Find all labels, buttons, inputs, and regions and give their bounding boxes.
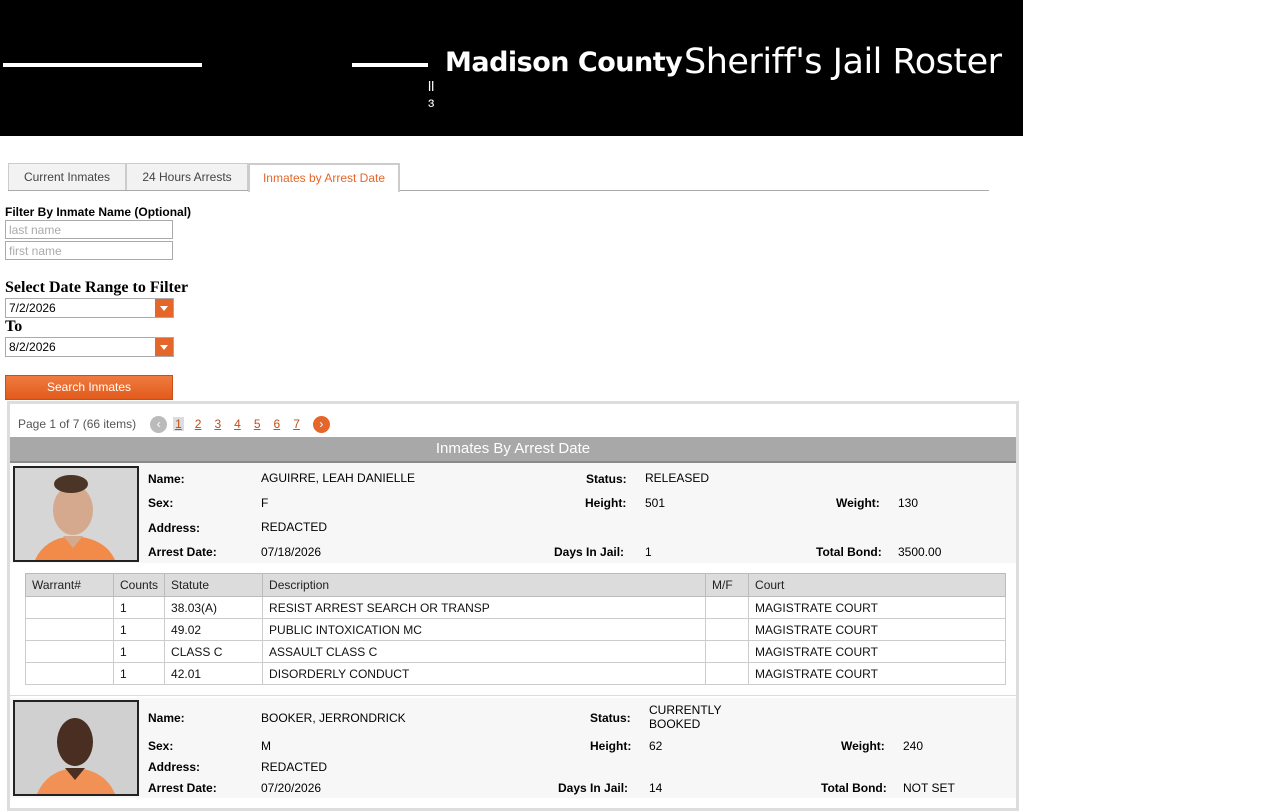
address-label: Address: (148, 760, 201, 774)
cell-court: MAGISTRATE COURT (749, 641, 1006, 663)
chevron-down-icon[interactable] (155, 338, 173, 356)
from-date-value: 7/2/2026 (9, 301, 56, 315)
chevron-down-icon[interactable] (155, 299, 173, 317)
person-photo-icon (15, 702, 137, 794)
cell-mf (706, 641, 749, 663)
table-row (26, 663, 1006, 685)
inmate-grid (7, 401, 1019, 811)
days-in-jail-label: Days In Jail: (554, 545, 625, 559)
page-link-6[interactable]: 6 (273, 417, 281, 431)
inmate-status: RELEASED (645, 471, 710, 485)
cell-court: MAGISTRATE COURT (749, 663, 1006, 685)
charges-table (25, 573, 1006, 685)
page-link-1[interactable]: 1 (175, 417, 182, 431)
roster-title: Sheriff's Jail Roster (684, 42, 1002, 82)
inmate-arrest-date: 07/20/2026 (261, 781, 322, 795)
table-row (26, 597, 1006, 619)
name-label: Name: (148, 472, 185, 486)
cell-court: MAGISTRATE COURT (749, 619, 1006, 641)
page-link-4[interactable]: 4 (234, 417, 241, 431)
cell-description: RESIST ARREST SEARCH OR TRANSP (263, 597, 706, 619)
cell-court: MAGISTRATE COURT (749, 597, 1006, 619)
cell-statute: 38.03(A) (165, 597, 263, 619)
cell-description: ASSAULT CLASS C (263, 641, 706, 663)
inmate-photo (13, 466, 139, 562)
cell-description: DISORDERLY CONDUCT (263, 663, 706, 685)
sex-label: Sex: (148, 496, 174, 510)
header-banner (0, 0, 1023, 136)
person-photo-icon (15, 468, 137, 560)
cell-counts: 1 (114, 597, 165, 619)
page-link-3[interactable]: 3 (214, 417, 222, 431)
col-statute: Statute (165, 574, 263, 597)
arrest-date-label: Arrest Date: (148, 781, 217, 795)
total-bond-label: Total Bond: (816, 545, 882, 559)
inmate-name: AGUIRRE, LEAH DANIELLE (261, 471, 416, 485)
cell-counts: 1 (114, 641, 165, 663)
cell-warrant (26, 619, 114, 641)
cell-mf (706, 597, 749, 619)
inmate-address: REDACTED (261, 520, 328, 534)
col-mf: M/F (706, 574, 749, 597)
grid-title: Inmates By Arrest Date (10, 437, 1016, 463)
cell-counts: 1 (114, 663, 165, 685)
cell-warrant (26, 663, 114, 685)
inmate-arrest-date: 07/18/2026 (261, 545, 322, 559)
inmate-photo (13, 700, 139, 796)
inmate-sex: M (261, 739, 271, 753)
cell-statute: CLASS C (165, 641, 263, 663)
inmate-total-bond: NOT SET (903, 781, 955, 795)
county-title: Madison County (445, 47, 683, 78)
arrest-date-label: Arrest Date: (148, 545, 217, 559)
total-bond-label: Total Bond: (821, 781, 887, 795)
pager-info: Page 1 of 7 (66 items) (18, 417, 137, 431)
inmate-record (10, 698, 1016, 798)
table-row (26, 641, 1006, 663)
inmate-total-bond: 3500.00 (898, 545, 942, 559)
date-range-label: Select Date Range to Filter (5, 279, 189, 296)
cell-mf (706, 663, 749, 685)
cell-description: PUBLIC INTOXICATION MC (263, 619, 706, 641)
table-row (26, 619, 1006, 641)
cell-warrant (26, 597, 114, 619)
inmate-record (10, 463, 1016, 563)
inmate-sex: F (261, 496, 269, 510)
cell-counts: 1 (114, 619, 165, 641)
from-date-picker[interactable] (5, 298, 174, 318)
inmate-weight: 240 (903, 739, 924, 753)
address-label: Address: (148, 521, 201, 535)
cell-mf (706, 619, 749, 641)
to-date-value: 8/2/2026 (9, 340, 56, 354)
col-warrant: Warrant# (26, 574, 114, 597)
cell-statute: 42.01 (165, 663, 263, 685)
search-inmates-button[interactable]: Search Inmates (5, 375, 173, 400)
charges-header-row (26, 574, 1006, 597)
weight-label: Weight: (841, 739, 885, 753)
pager (18, 414, 336, 434)
to-date-picker[interactable] (5, 337, 174, 357)
next-page-icon[interactable]: › (313, 416, 330, 433)
col-description: Description (263, 574, 706, 597)
cell-warrant (26, 641, 114, 663)
inmate-weight: 130 (898, 496, 919, 510)
page-link-7[interactable]: 7 (293, 417, 300, 431)
tab-inmates-by-arrest-date[interactable]: Inmates by Arrest Date (248, 163, 400, 192)
cell-statute: 49.02 (165, 619, 263, 641)
name-label: Name: (148, 711, 185, 725)
sex-label: Sex: (148, 739, 174, 753)
banner-line-right (352, 63, 428, 67)
height-label: Height: (590, 739, 632, 753)
col-court: Court (749, 574, 1006, 597)
to-label: To (5, 318, 23, 335)
prev-page-icon[interactable]: ‹ (150, 416, 167, 433)
status-label: Status: (586, 472, 627, 486)
inmate-address: REDACTED (261, 760, 328, 774)
filter-name-label: Filter By Inmate Name (Optional) (5, 205, 192, 219)
tab-strip (8, 163, 989, 191)
inmate-height: 62 (649, 739, 663, 753)
inmate-status: CURRENTLY BOOKED (649, 703, 722, 731)
banner-line-left (3, 63, 202, 67)
tab-current-inmates[interactable]: Current Inmates (8, 163, 126, 190)
page-link-5[interactable]: 5 (253, 417, 261, 431)
banner-mark: ll ɜ (428, 78, 435, 110)
last-name-input[interactable] (5, 220, 173, 239)
height-label: Height: (585, 496, 627, 510)
tab-24-hours-arrests[interactable]: 24 Hours Arrests (126, 163, 248, 190)
inmate-days-in-jail: 1 (645, 545, 652, 559)
inmate-height: 501 (645, 496, 666, 510)
col-counts: Counts (114, 574, 165, 597)
weight-label: Weight: (836, 496, 880, 510)
first-name-input[interactable] (5, 241, 173, 260)
status-label: Status: (590, 711, 631, 725)
inmate-name: BOOKER, JERRONDRICK (261, 711, 406, 725)
days-in-jail-label: Days In Jail: (558, 781, 629, 795)
inmate-days-in-jail: 14 (649, 781, 663, 795)
page-link-2[interactable]: 2 (194, 417, 202, 431)
record-divider (10, 695, 1016, 696)
